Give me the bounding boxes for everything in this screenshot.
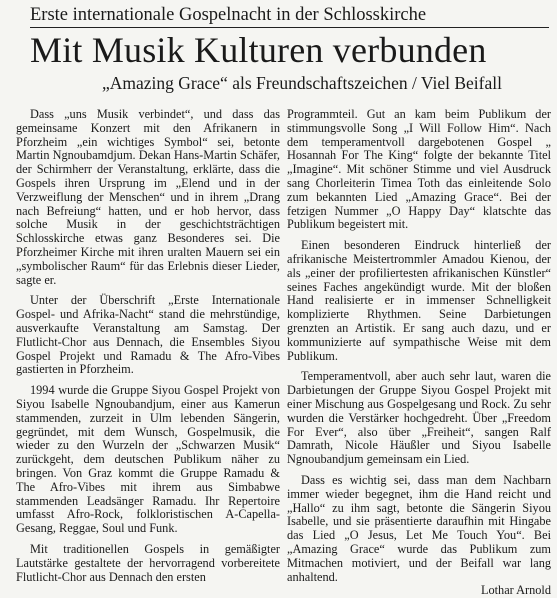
subheadline: „Amazing Grace“ als Freundschaftszeichen / Viel Beifall bbox=[102, 73, 502, 93]
article-body bbox=[16, 108, 551, 598]
column-left bbox=[16, 108, 280, 598]
headline: Mit Musik Kulturen verbunden bbox=[30, 30, 487, 70]
author-byline: Lothar Arnold bbox=[480, 583, 551, 598]
paragraph: Programmteil. Gut an kam beim Publikum der stimmungsvolle Song „I Will Follow Him“. Nach dem temperamentvoll dargebotenen Gospel „ Hosannah For The King“ folgte der bekannte Titel „Imagine“. Mit schöner Stimme und viel Ausdruck sang Chorleiterin Timea Toth das einleitende Solo zum bekannten Lied „Amazing Grace“. Bei der fetzigen Nummer „O Happy Day“ klatschte das Publikum begeistert mit. bbox=[287, 107, 551, 232]
kicker: Erste internationale Gospelnacht in der Schlosskirche bbox=[30, 4, 549, 28]
paragraph: Einen besonderen Eindruck hinterließ der afrikanische Meistertrommler Amadou Kienou, der als „einer der profiliertesten afrikanischen Künstler“ seines Faches angekündigt wurde. Mit der bloßen Hand realisierte er in immenser Schnelligkeit komplizierte Rhythmen. Seine Darbietungen grenzten an Artistik. Er sang auch dazu, und er kommunizierte auf sympathische Weise mit dem Publikum. bbox=[287, 238, 551, 363]
paragraph: Unter der Überschrift „Erste Internationale Gospel- und Afrika-Nacht“ stand die mehrstündige, ausverkaufte Veranstaltung am Samstag. Der Flutlicht-Chor aus Dennach, die Ensembles Siyou Gospel Projekt und Ramadu & The Afro-Vibes gastierten in Pforzheim. bbox=[16, 293, 280, 377]
paragraph: Dass „uns Musik verbindet“, und dass das gemeinsame Konzert mit den Afrikanern in Pforzheim „ein wichtiges Symbol“ sei, betonte Martin Ngnoubamdjum. Dekan Hans-Martin Schäfer, der Schirmherr der Veranstaltung, erklärte, dass die Gospels ihren Ursprung im „Elend und in der Verzweiflung der Menschen“ und in ihrem „Drang nach Befreiung“ hatten, und er hob hervor, dass solche Musik in der geschichtsträchtigen Schlosskirche etwas ganz Besonderes sei. Die Pforzheimer Kirche mit ihren uralten Mauern sei ein „symbolischer Raum“ für das Erlebnis dieser Lieder, sagte er. bbox=[16, 107, 280, 287]
paragraph: 1994 wurde die Gruppe Siyou Gospel Projekt von Siyou Isabelle Ngnoubandjum, einer aus Kamerun stammenden, zurzeit in Ulm lebenden Sängerin, gegründet, mit dem Wunsch, Gospelmusik, die wieder zu den Wurzeln der „Schwarzen Musik“ zurückgeht, dem deutschen Publikum näher zu bringen. Von Graz kommt die Gruppe Ramadu & The Afro-Vibes mit ihrem aus Simbabwe stammenden Leadsänger Ramadu. Ihr Repertoire umfasst Afro-Rock, folkloristischen A-Capella-Gesang, Reggae, Soul und Funk. bbox=[16, 383, 280, 536]
paragraph: Mit traditionellen Gospels in gemäßigter Lautstärke gestaltete der hervorragend vorbereitete Flutlicht-Chor aus Dennach den ersten bbox=[16, 541, 280, 584]
paragraph: Dass es wichtig sei, dass man dem Nachbarn immer wieder begegnet, ihm die Hand reicht und „Hallo“ zu ihm sagt, betonte die Sängerin Siyou Isabelle, und sie präsentierte daraufhin mit Hingabe das Lied „O Jesus, Let Me Touch You“. Bei „Amazing Grace“ wurde das Publikum zum Mitmachen motiviert, und der Beifall war lang anhaltend. bbox=[287, 472, 551, 584]
column-right bbox=[287, 108, 551, 598]
paragraph: Temperamentvoll, aber auch sehr laut, waren die Darbietungen der Gruppe Siyou Gospel Projekt mit einer Mischung aus Gospelgesang und Rock. Zu sehr wurden die Verstärker hochgedreht. Über „Freedom For Ever“, also über „Freiheit“, sangen Ralf Damrath, Nicole Häußler und Siyou Isabelle Ngnoubandjum gemeinsam ein Lied. bbox=[287, 369, 551, 467]
